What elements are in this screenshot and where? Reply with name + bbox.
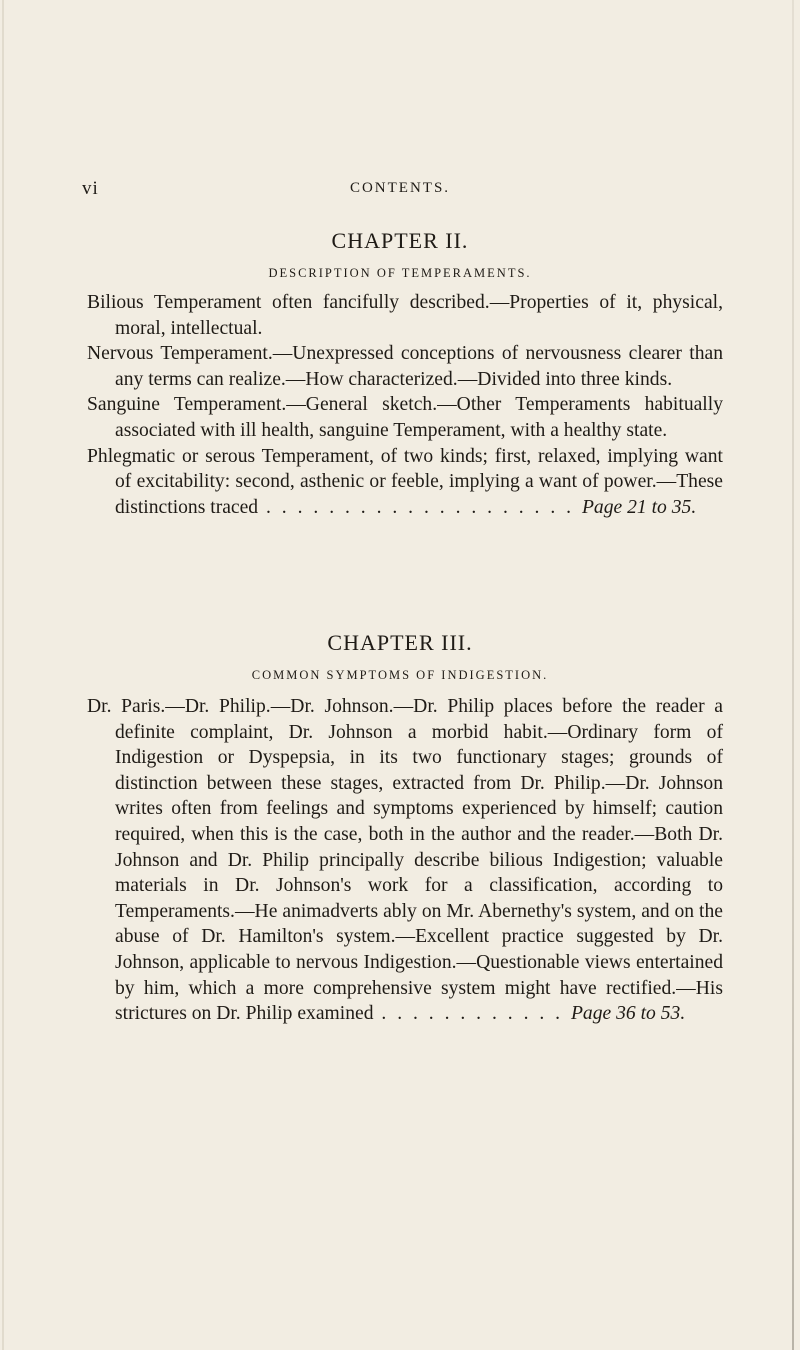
running-title: CONTENTS. xyxy=(349,180,451,196)
chapter-title: CHAPTER III. xyxy=(327,630,473,655)
contents-entry xyxy=(87,694,723,1027)
page-header xyxy=(0,178,800,208)
chapter-subtitle: COMMON SYMPTOMS OF INDIGESTION. xyxy=(251,668,549,682)
contents-entry: Bilious Temperament often fancifully described.—Properties of it, physical, moral, intellectual. xyxy=(87,292,723,339)
page-reference: Page 36 to 53. xyxy=(570,1003,686,1025)
chapter-title: CHAPTER II. xyxy=(331,228,469,253)
chapter-contents xyxy=(87,290,723,520)
chapter-subtitle: DESCRIPTION OF TEMPERAMENTS. xyxy=(268,266,532,280)
chapter-contents xyxy=(87,694,723,1027)
dot-leader: . . . . . . . . . . . . xyxy=(373,1003,571,1025)
contents-entry xyxy=(87,444,723,521)
contents-entry: Nervous Temperament.—Unexpressed conceptions of nervousness clearer than any terms can realize.—How characterized.—Divided into three kinds. xyxy=(87,343,723,390)
page-reference: Page 21 to 35. xyxy=(581,496,697,518)
contents-entry: Sanguine Temperament.—General sketch.—Other Temperaments habitually associated with ill health, sanguine Temperament, with a healthy state. xyxy=(87,394,723,441)
entry-text: Phlegmatic or serous Temperament, of two kinds; first, relaxed, implying want of excitability: second, asthenic or feeble, implying a want of power.—These distinctions traced xyxy=(87,445,723,518)
dot-leader: . . . . . . . . . . . . . . . . . . . . xyxy=(258,496,582,518)
page-number: vi xyxy=(82,178,99,199)
entry-text: Dr. Paris.—Dr. Philip.—Dr. Johnson.—Dr. Philip places before the reader a definite complaint, Dr. Johnson a morbid habit.—Ordinary form of Indigestion or Dyspepsia, in its two functionary stages; grounds of distinction between these stages, extracted from Dr. Philip.—Dr. Johnson writes often from feelings and symptoms experienced by himself; caution required, when this is the case, both in the author and the reader.—Both Dr. Johnson and Dr. Philip principally describe bilious Indigestion; valuable materials in Dr. Johnson's work for a classification, according to Temperaments.—He animadverts ably on Mr. Abernethy's system, and on the abuse of Dr. Hamilton's system.—Excellent practice suggested by Dr. Johnson, applicable to nervous Indigestion.—Questionable views entertained by him, which a more comprehensive system might have rectified.—His strictures on Dr. Philip examined xyxy=(87,696,723,1025)
